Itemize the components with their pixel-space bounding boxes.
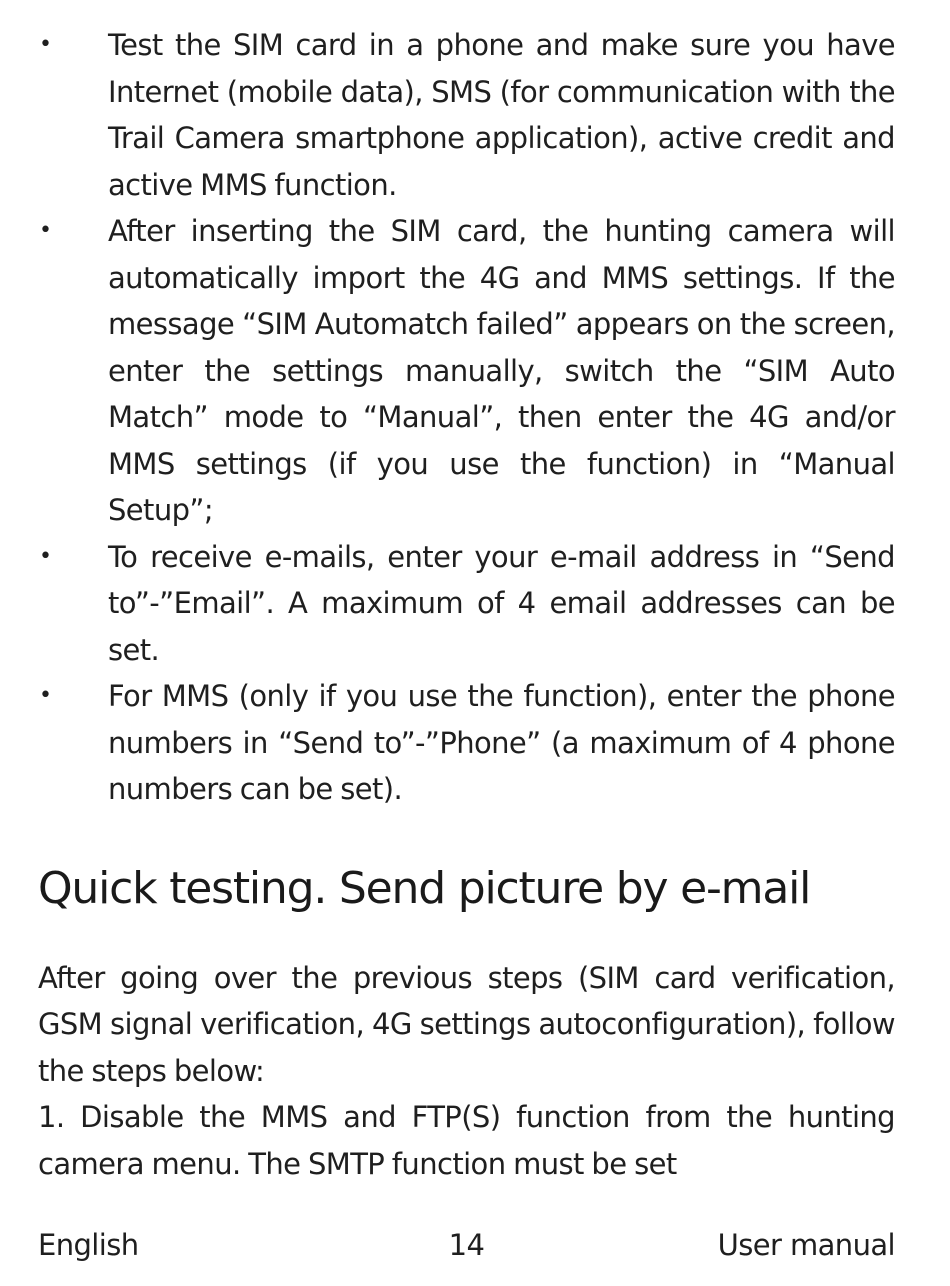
bullet-icon: • <box>39 683 52 708</box>
list-item-text: After inserting the SIM card, the hunting camera will automatically import the 4G and MMS settings. If the message “SIM Automatch failed” appears on the screen, enter the settings manually, switch the “SIM Auto Match” mode to “Manual”, then enter the 4G and/or MMS settings (if you use the function) in “Manual Setup”; <box>108 214 895 527</box>
bullet-icon: • <box>39 543 52 569</box>
footer-language: English <box>38 1228 139 1262</box>
list-item <box>38 22 895 208</box>
list-item <box>38 673 895 813</box>
list-item-text: To receive e-mails, enter your e-mail address in “Send to”-”Email”. A maximum of 4 email addresses can be set. <box>108 539 895 667</box>
bullet-icon: • <box>39 218 52 243</box>
page-content <box>38 22 895 1187</box>
requirements-list <box>38 22 895 813</box>
page-footer <box>38 1222 895 1268</box>
list-item <box>38 534 895 674</box>
section-heading: Quick testing. Send picture by e-mail <box>38 862 811 914</box>
list-item <box>38 208 895 534</box>
step-1-paragraph: 1. Disable the MMS and FTP(S) function from the hunting camera menu. The SMTP function must be set <box>38 1100 895 1181</box>
list-item-text: Test the SIM card in a phone and make sure you have Internet (mobile data), SMS (for communication with the Trail Camera smartphone application), active credit and active MMS function. <box>108 28 895 202</box>
footer-doc-title: User manual <box>717 1228 895 1262</box>
page-number: 14 <box>448 1228 485 1262</box>
bullet-icon: • <box>39 32 52 57</box>
list-item-text: For MMS (only if you use the function), enter the phone numbers in “Send to”-”Phone” (a maximum of 4 phone numbers can be set). <box>108 679 895 806</box>
intro-paragraph: After going over the previous steps (SIM card verification, GSM signal verification, 4G settings autoconfiguration), follow the steps below: <box>38 960 895 1088</box>
